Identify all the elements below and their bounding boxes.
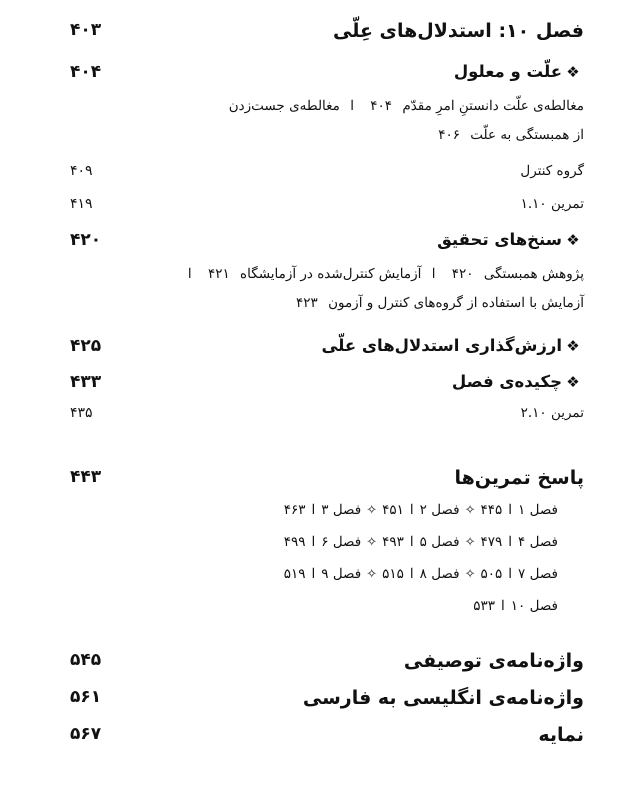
answer-page-number: ۵۰۵	[480, 566, 503, 582]
diamond-bullet-icon: ❖	[566, 63, 580, 81]
answer-chapter-label: فصل ۱۰	[510, 598, 558, 614]
star-separator-icon: ✧	[464, 503, 476, 518]
answer-separator: ا	[409, 534, 414, 550]
answers-row-text	[284, 566, 558, 582]
diamond-bullet-icon: ❖	[566, 231, 580, 249]
answer-page-number: ۵۱۹	[283, 566, 306, 582]
star-separator-icon: ✧	[464, 535, 476, 550]
answer-separator: ا	[311, 534, 316, 550]
section-title: ❖ارزش‌گذاری استدلال‌های علّی	[321, 336, 584, 355]
page-number: ۴۳۳	[70, 372, 102, 392]
answers-row-text	[284, 502, 558, 518]
answer-page-number: ۴۹۳	[382, 534, 404, 550]
page-number: ۴۰۴	[70, 62, 102, 82]
chapter-title: پاسخ تمرین‌ها	[454, 467, 584, 489]
star-separator-icon: ✧	[366, 567, 378, 582]
page-number: ۵۶۱	[70, 687, 102, 707]
diamond-bullet-icon: ❖	[566, 337, 580, 355]
answer-separator: ا	[508, 566, 513, 582]
subentry-text: از همبستگی به علّت ۴۰۶	[438, 127, 584, 143]
star-separator-icon: ✧	[366, 503, 378, 518]
answer-separator: ا	[311, 566, 316, 582]
diamond-bullet-icon: ❖	[566, 373, 580, 391]
answer-page-number: ۴۷۹	[480, 534, 503, 550]
answer-separator: ا	[311, 502, 316, 518]
answer-chapter-label: فصل ۵	[419, 534, 460, 550]
answer-chapter-label: فصل ۴	[518, 534, 558, 550]
page-number: ۴۲۵	[70, 336, 102, 356]
answer-separator: ا	[409, 502, 414, 518]
page-number: ۴۱۹	[70, 196, 93, 212]
subentry-text: آزمایش با استفاده از گروه‌های کنترل و آزمون ۴۲۳	[296, 295, 584, 311]
answer-page-number: ۴۶۳	[283, 502, 306, 518]
answer-page-number: ۵۳۳	[473, 598, 496, 614]
answer-separator: ا	[508, 502, 513, 518]
section-title: ❖چکیده‌ی فصل	[452, 372, 584, 391]
answer-page-number: ۴۹۹	[283, 534, 306, 550]
section-title: ❖سنخ‌های تحقیق	[437, 230, 584, 249]
subentry-text: مغالطه‌ی علّت دانستنِ امرِ مقدّم ۴۰۴ ا مغالطه‌ی جست‌زدن	[228, 98, 584, 114]
answer-page-number: ۵۱۵	[382, 566, 404, 582]
answer-separator: ا	[501, 598, 505, 614]
chapter-title: فصل ۱۰: استدلال‌های عِلّی	[332, 20, 584, 42]
page-number: ۵۴۵	[70, 650, 102, 670]
answer-chapter-label: فصل ۳	[321, 502, 362, 518]
chapter-title: واژه‌نامه‌ی انگلیسی به فارسی	[302, 687, 584, 709]
page-number: ۴۲۰	[70, 230, 102, 250]
answer-separator: ا	[409, 566, 414, 582]
answer-separator: ا	[508, 534, 513, 550]
answers-row-text	[473, 598, 558, 614]
answer-chapter-label: فصل ۹	[321, 566, 362, 582]
answers-row-text	[284, 534, 558, 550]
section-title: ❖علّت و معلول	[454, 62, 584, 81]
star-separator-icon: ✧	[464, 567, 476, 582]
answer-page-number: ۴۴۵	[480, 502, 503, 518]
answer-page-number: ۴۵۱	[382, 502, 404, 518]
entry-title: گروه کنترل	[520, 163, 584, 179]
page-number: ۴۰۳	[70, 20, 102, 40]
answer-chapter-label: فصل ۶	[321, 534, 362, 550]
page-number: ۵۶۷	[70, 724, 102, 744]
chapter-title: واژه‌نامه‌ی توصیفی	[403, 650, 584, 672]
page-number: ۴۰۹	[70, 163, 93, 179]
entry-title: تمرین ۱.۱۰	[520, 196, 584, 212]
page-number: ۴۴۳	[70, 467, 102, 487]
answer-chapter-label: فصل ۷	[518, 566, 558, 582]
answer-chapter-label: فصل ۸	[419, 566, 460, 582]
page-number: ۴۳۵	[70, 405, 93, 421]
answer-chapter-label: فصل ۲	[419, 502, 460, 518]
entry-title: تمرین ۲.۱۰	[520, 405, 584, 421]
subentry-text: پژوهش همبستگی ۴۲۰ ا آزمایش کنترل‌شده در آزمایشگاه ۴۲۱ ا	[187, 266, 584, 282]
chapter-title: نمایه	[538, 724, 584, 746]
star-separator-icon: ✧	[366, 535, 378, 550]
answer-chapter-label: فصل ۱	[518, 502, 558, 518]
